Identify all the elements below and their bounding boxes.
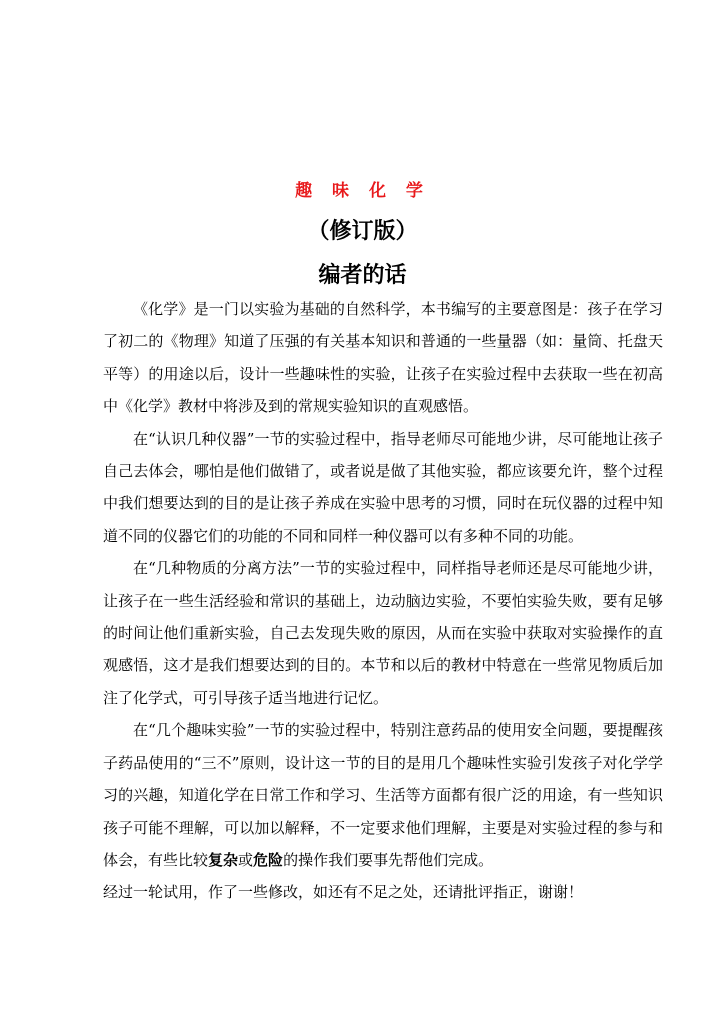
connector-text: 或: [238, 850, 254, 869]
emphasis-complex: 复杂: [208, 850, 239, 869]
section-heading: 编者的话: [318, 262, 407, 288]
paragraph-instruments: 在“认识几种仪器”一节的实验过程中，指导老师尽可能地少讲，尽可能地让孩子自己去体会，哪怕是他们做错了，或者说是做了其他实验，都应该要允许，整个过程中我们想要达到的目的是让孩子养成在实验中思考的习惯，同时在玩仪器的过程中知道不同的仪器它们的功能的不同和同样一种仪器可以有多种不同的功能。: [103, 429, 663, 545]
document-subtitle: （修订版）: [307, 218, 418, 244]
closing-remark: 经过一轮试用，作了一些修改，如还有不足之处，还请批评指正，谢谢！: [103, 883, 584, 902]
paragraph-experiments-text: 在“几个趣味实验”一节的实验过程中，特别注意药品的使用安全问题，要提醒孩子药品使用的“三不”原则，设计这一节的目的是用几个趣味性实验引发孩子对化学学习的兴趣，知道化学在日常工作和学习、生活等方面都有很广泛的用途，有一些知识孩子可能不理解，可以加以解释，不一定要求他们理解，主要是对实验过程的参与和体会，有些比较: [103, 721, 663, 869]
document-body: [103, 293, 663, 909]
paragraph-experiments: [103, 714, 663, 876]
paragraph-experiments-end: 的操作我们要事先帮他们完成。: [283, 850, 494, 869]
paragraph-separation: 在“几种物质的分离方法”一节的实验过程中，同样指导老师还是尽可能地少讲，让孩子在一些生活经验和常识的基础上，边动脑边实验，不要怕实验失败，要有足够的时间让他们重新实验，自己去发现失败的原因，从而在实验中获取对实验操作的直观感悟，这才是我们想要达到的目的。本节和以后的教材中特意在一些常见物质后加注了化学式，可引导孩子适当地进行记忆。: [103, 559, 663, 707]
emphasis-dangerous: 危险: [253, 850, 284, 869]
document-title: 趣 味 化 学: [295, 181, 430, 201]
paragraph-intro: 《化学》是一门以实验为基础的自然科学，本书编写的主要意图是：孩子在学习了初二的《物理》知道了压强的有关基本知识和普通的一些量器（如：量筒、托盘天平等）的用途以后，设计一些趣味性的实验，让孩子在实验过程中去获取一些在初高中《化学》教材中将涉及到的常规实验知识的直观感悟。: [103, 300, 663, 416]
